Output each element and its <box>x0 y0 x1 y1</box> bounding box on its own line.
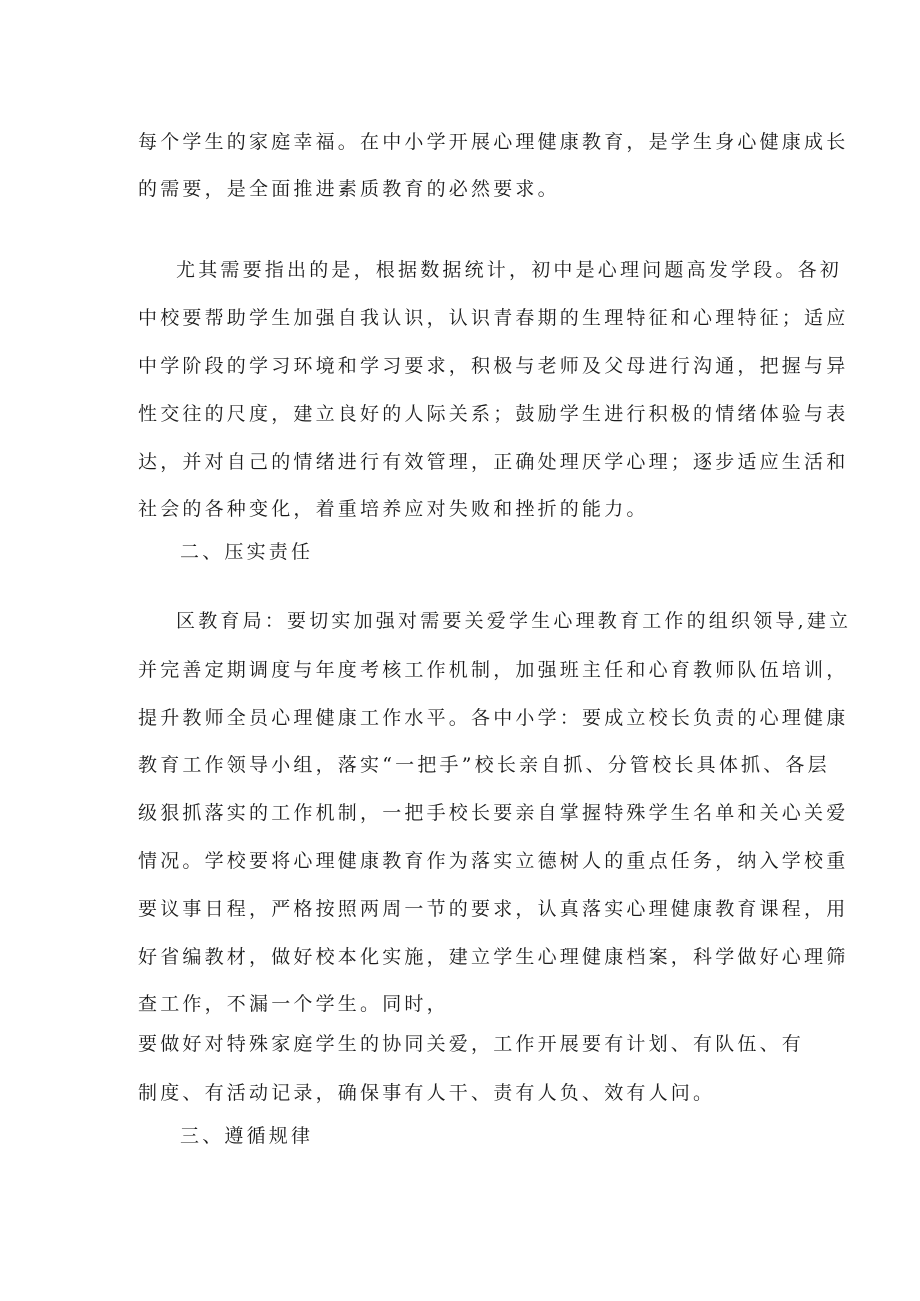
paragraph-4-line-2: 制度、有活动记录，确保事有人干、责有人负、效有人问。 <box>138 1082 716 1104</box>
paragraph-1-line-2: 的需要，是全面推进素质教育的必然要求。 <box>138 178 560 200</box>
paragraph-2-line-5: 达，并对自己的情绪进行有效管理，正确处理厌学心理；逐步适应生活和 <box>138 451 849 473</box>
paragraph-4-line-1: 要做好对特殊家庭学生的协同关爱，工作开展要有计划、有队伍、有 <box>138 1033 805 1055</box>
paragraph-3-line-1: 区教育局：要切实加强对需要关爱学生心理教育工作的组织领导,建立 <box>176 610 852 632</box>
paragraph-3-line-8: 好省编教材，做好校本化实施，建立学生心理健康档案，科学做好心理筛 <box>138 946 849 968</box>
paragraph-3-line-4: 教育工作领导小组，落实“一把手”校长亲自抓、分管校长具体抓、各层 <box>138 754 830 776</box>
paragraph-3-line-2: 并完善定期调度与年度考核工作机制，加强班主任和心育教师队伍培训， <box>138 659 849 681</box>
paragraph-3-line-6: 情况。学校要将心理健康教育作为落实立德树人的重点任务，纳入学校重 <box>138 850 849 872</box>
section-heading-3: 三、遵循规律 <box>180 1125 314 1147</box>
paragraph-3-line-9: 查工作，不漏一个学生。同时， <box>138 993 449 1015</box>
paragraph-2-line-1: 尤其需要指出的是，根据数据统计，初中是心理问题高发学段。各初 <box>176 259 843 281</box>
section-heading-2: 二、压实责任 <box>180 541 314 563</box>
paragraph-2-line-6: 社会的各种变化，着重培养应对失败和挫折的能力。 <box>138 498 649 520</box>
paragraph-1-line-1: 每个学生的家庭幸福。在中小学开展心理健康教育，是学生身心健康成长 <box>138 131 849 153</box>
paragraph-3-line-3: 提升教师全员心理健康工作水平。各中小学：要成立校长负责的心理健康 <box>138 707 849 729</box>
paragraph-2-line-3: 中学阶段的学习环境和学习要求，积极与老师及父母进行沟通，把握与异 <box>138 355 849 377</box>
paragraph-2-line-4: 性交往的尺度，建立良好的人际关系；鼓励学生进行积极的情绪体验与表 <box>138 403 849 425</box>
paragraph-3-line-7: 要议事日程，严格按照两周一节的要求，认真落实心理健康教育课程，用 <box>138 898 849 920</box>
paragraph-3-line-5: 级狠抓落实的工作机制，一把手校长要亲自掌握特殊学生名单和关心关爱 <box>138 802 849 824</box>
paragraph-2-line-2: 中校要帮助学生加强自我认识，认识青春期的生理特征和心理特征；适应 <box>138 307 849 329</box>
